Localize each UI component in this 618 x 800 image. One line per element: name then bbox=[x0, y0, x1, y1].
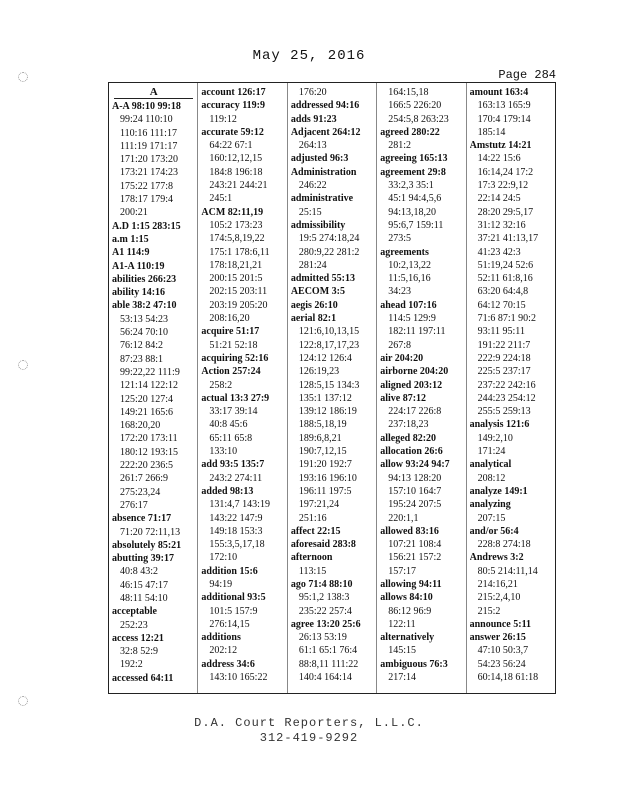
index-term: additions bbox=[201, 632, 241, 644]
index-reference: 184:8 196:18 bbox=[209, 166, 263, 178]
index-reference: 237:22 242:16 bbox=[477, 379, 536, 391]
index-term: afternoon bbox=[290, 552, 333, 564]
index-reference: 52:11 61:8,16 bbox=[477, 273, 533, 285]
index-term: acquire 51:17 bbox=[201, 326, 260, 338]
index-reference: 53:13 54:23 bbox=[120, 313, 169, 325]
index-term: agreements bbox=[380, 246, 429, 258]
index-reference: 197:21,24 bbox=[298, 499, 340, 511]
index-reference: 180:12 193:15 bbox=[120, 446, 179, 458]
index-reference: 64:22 67:1 bbox=[209, 140, 253, 152]
index-term: amount 163:4 bbox=[469, 87, 529, 98]
index-reference: 110:16 111:17 bbox=[120, 127, 177, 139]
index-reference: 172:10 bbox=[209, 552, 238, 564]
index-reference: 225:5 237:17 bbox=[477, 366, 531, 378]
index-term: airborne 204:20 bbox=[380, 366, 449, 378]
index-reference: 208:16,20 bbox=[209, 313, 250, 325]
index-term: analysis 121:6 bbox=[469, 419, 530, 431]
index-reference: 54:23 56:24 bbox=[477, 658, 526, 670]
index-term: adjusted 96:3 bbox=[290, 153, 349, 165]
index-reference: 40:8 43:2 bbox=[120, 566, 159, 578]
index-reference: 200:15 201:5 bbox=[209, 273, 263, 285]
index-term: admissibility bbox=[290, 219, 346, 231]
index-reference: 276:14,15 bbox=[209, 618, 250, 630]
index-reference: 157:10 164:7 bbox=[388, 485, 442, 497]
index-reference: 37:21 41:13,17 bbox=[477, 233, 539, 245]
index-term: actual 13:3 27:9 bbox=[201, 392, 270, 404]
index-term: ambiguous 76:3 bbox=[380, 658, 448, 670]
index-reference: 94:13,18,20 bbox=[388, 206, 436, 218]
court-reporter-phone: 312-419-9292 bbox=[259, 731, 359, 745]
index-reference: 114:5 129:9 bbox=[388, 313, 436, 325]
index-term: agreeing 165:13 bbox=[380, 153, 448, 165]
index-reference: 113:15 bbox=[298, 565, 327, 577]
index-reference: 51:21 52:18 bbox=[209, 339, 258, 351]
index-reference: 105:2 173:23 bbox=[209, 219, 263, 231]
index-reference: 170:4 179:14 bbox=[477, 113, 531, 125]
index-reference: 258:2 bbox=[209, 379, 233, 391]
index-reference: 176:20 bbox=[298, 87, 327, 98]
index-term: air 204:20 bbox=[380, 352, 424, 364]
index-reference: 173:21 174:23 bbox=[120, 167, 179, 179]
index-reference: 202:12 bbox=[209, 645, 238, 657]
index-term: address 34:6 bbox=[201, 658, 255, 670]
index-reference: 135:1 137:12 bbox=[298, 392, 352, 404]
index-reference: 222:9 224:18 bbox=[477, 352, 531, 364]
index-reference: 121:6,10,13,15 bbox=[298, 326, 360, 338]
page-number: Page 284 bbox=[498, 68, 556, 82]
index-reference: 280:9,22 281:2 bbox=[298, 246, 360, 258]
index-reference: 157:17 bbox=[388, 565, 416, 577]
index-reference: 164:15,18 bbox=[388, 87, 429, 98]
index-term: addressed 94:16 bbox=[290, 100, 360, 112]
index-term: accessed 64:11 bbox=[112, 672, 174, 684]
index-reference: 143:10 165:22 bbox=[209, 672, 268, 684]
index-reference: 208:12 bbox=[477, 472, 506, 484]
index-term: Action 257:24 bbox=[201, 366, 261, 378]
index-term: allows 84:10 bbox=[380, 592, 433, 604]
index-column bbox=[109, 83, 197, 693]
index-reference: 51:19,24 52:6 bbox=[477, 259, 534, 271]
index-reference: 245:1 bbox=[209, 193, 233, 205]
index-reference: 191:20 192:7 bbox=[298, 459, 352, 471]
index-reference: 95:1,2 138:3 bbox=[298, 592, 350, 604]
index-reference: 46:15 47:17 bbox=[120, 579, 169, 591]
index-term: and/or 56:4 bbox=[469, 525, 519, 537]
index-reference: 166:5 226:20 bbox=[388, 100, 442, 112]
index-reference: 207:15 bbox=[477, 512, 506, 524]
index-reference: 275:23,24 bbox=[120, 486, 161, 498]
index-reference: 281:2 bbox=[388, 140, 411, 152]
index-term: ahead 107:16 bbox=[380, 299, 437, 311]
index-term: Administration bbox=[290, 166, 357, 178]
index-reference: 202:15 203:11 bbox=[209, 286, 268, 298]
index-term: agreement 29:8 bbox=[380, 166, 446, 178]
index-term: Andrews 3:2 bbox=[469, 552, 524, 564]
index-reference: 133:10 bbox=[209, 446, 238, 458]
index-reference: 71:6 87:1 90:2 bbox=[477, 313, 536, 325]
index-term: analytical bbox=[469, 459, 512, 471]
index-reference: 220:1,1 bbox=[388, 512, 419, 524]
index-term: allowed 83:16 bbox=[380, 525, 439, 537]
index-reference: 60:14,18 61:18 bbox=[477, 672, 539, 684]
index-term: AECOM 3:5 bbox=[290, 286, 345, 298]
index-letter-heading: A bbox=[114, 86, 193, 99]
index-term: able 38:2 47:10 bbox=[112, 300, 177, 312]
index-reference: 171:20 173:20 bbox=[120, 154, 179, 166]
index-term: adds 91:23 bbox=[290, 113, 337, 125]
index-reference: 94:13 128:20 bbox=[388, 472, 442, 484]
index-reference: 178:18,21,21 bbox=[209, 259, 263, 271]
index-reference: 244:23 254:12 bbox=[477, 392, 536, 404]
index-column bbox=[287, 83, 376, 693]
index-reference: 149:18 153:3 bbox=[209, 525, 263, 537]
index-term: A1 114:9 bbox=[112, 247, 150, 259]
index-term: aerial 82:1 bbox=[290, 313, 337, 325]
index-reference: 222:20 236:5 bbox=[120, 460, 174, 472]
index-reference: 41:23 42:3 bbox=[477, 246, 521, 258]
index-reference: 119:12 bbox=[209, 113, 237, 125]
index-reference: 22:14 24:5 bbox=[477, 193, 521, 205]
index-reference: 40:8 45:6 bbox=[209, 419, 248, 431]
index-reference: 88:8,11 111:22 bbox=[298, 658, 359, 670]
index-reference: 16:14,24 17:2 bbox=[477, 166, 534, 178]
index-reference: 140:4 164:14 bbox=[298, 672, 352, 684]
index-term: announce 5:11 bbox=[469, 618, 532, 630]
index-term: absence 71:17 bbox=[112, 513, 172, 525]
index-reference: 155:3,5,17,18 bbox=[209, 539, 265, 551]
index-reference: 235:22 257:4 bbox=[298, 605, 352, 617]
index-reference: 156:21 157:2 bbox=[388, 552, 442, 564]
index-reference: 45:1 94:4,5,6 bbox=[388, 193, 442, 205]
index-reference: 171:24 bbox=[477, 446, 506, 458]
index-term: allow 93:24 94:7 bbox=[380, 459, 450, 471]
index-column bbox=[376, 83, 465, 693]
index-reference: 143:22 147:9 bbox=[209, 512, 263, 524]
index-term: aforesaid 283:8 bbox=[290, 539, 356, 551]
index-reference: 203:19 205:20 bbox=[209, 299, 268, 311]
index-term: A.D 1:15 283:15 bbox=[112, 220, 181, 232]
index-term: A-A 98:10 99:18 bbox=[112, 101, 181, 112]
index-reference: 47:10 50:3,7 bbox=[477, 645, 529, 657]
index-column bbox=[197, 83, 286, 693]
index-reference: 64:12 70:15 bbox=[477, 299, 526, 311]
index-term: analyzing bbox=[469, 499, 511, 511]
index-reference: 174:5,8,19,22 bbox=[209, 233, 265, 245]
index-reference: 128:5,15 134:3 bbox=[298, 379, 360, 391]
index-term: allowing 94:11 bbox=[380, 578, 442, 590]
index-reference: 10:2,13,22 bbox=[388, 259, 431, 271]
index-term: Adjacent 264:12 bbox=[290, 126, 361, 138]
index-reference: 189:6,8,21 bbox=[298, 432, 342, 444]
index-term: additional 93:5 bbox=[201, 592, 266, 604]
index-reference: 254:5,8 263:23 bbox=[388, 113, 449, 125]
index-reference: 267:8 bbox=[388, 339, 411, 351]
index-reference: 48:11 54:10 bbox=[120, 592, 168, 604]
index-reference: 175:22 177:8 bbox=[120, 180, 174, 192]
index-reference: 71:20 72:11,13 bbox=[120, 526, 181, 538]
index-reference: 32:8 52:9 bbox=[120, 646, 159, 658]
index-reference: 246:22 bbox=[298, 180, 327, 192]
index-reference: 149:21 165:6 bbox=[120, 406, 174, 418]
index-reference: 182:11 197:11 bbox=[388, 326, 446, 338]
index-reference: 172:20 173:11 bbox=[120, 433, 178, 445]
index-reference: 122:11 bbox=[388, 618, 416, 630]
index-reference: 251:16 bbox=[298, 512, 327, 524]
index-reference: 14:22 15:6 bbox=[477, 153, 521, 165]
index-reference: 99:22,22 111:9 bbox=[120, 366, 180, 378]
index-reference: 95:6,7 159:11 bbox=[388, 219, 444, 231]
index-term: acquiring 52:16 bbox=[201, 352, 269, 364]
index-term: account 126:17 bbox=[201, 87, 266, 98]
court-reporter-name: D.A. Court Reporters, L.L.C. bbox=[194, 716, 424, 730]
index-reference: 214:16,21 bbox=[477, 578, 518, 590]
index-term: alternatively bbox=[380, 632, 435, 644]
index-term: Amstutz 14:21 bbox=[469, 140, 532, 152]
index-reference: 195:24 207:5 bbox=[388, 499, 442, 511]
index-term: abilities 266:23 bbox=[112, 273, 177, 285]
index-reference: 101:5 157:9 bbox=[209, 605, 258, 617]
index-reference: 215:2,4,10 bbox=[477, 592, 521, 604]
index-reference: 264:13 bbox=[298, 140, 327, 152]
index-reference: 175:1 178:6,11 bbox=[209, 246, 270, 258]
index-term: ACM 82:11,19 bbox=[201, 206, 264, 218]
index-term: a.m 1:15 bbox=[112, 233, 149, 245]
index-term: agree 13:20 25:6 bbox=[290, 618, 361, 630]
index-reference: 255:5 259:13 bbox=[477, 406, 531, 418]
index-reference: 33:2,3 35:1 bbox=[388, 180, 434, 192]
index-reference: 86:12 96:9 bbox=[388, 605, 432, 617]
index-reference: 160:12,12,15 bbox=[209, 153, 263, 165]
index-reference: 237:18,23 bbox=[388, 419, 429, 431]
index-reference: 215:2 bbox=[477, 605, 501, 617]
index-term: aligned 203:12 bbox=[380, 379, 443, 391]
index-reference: 196:11 197:5 bbox=[298, 485, 352, 497]
index-reference: 168:20,20 bbox=[120, 420, 161, 432]
index-reference: 19:5 274:18,24 bbox=[298, 233, 360, 245]
transcript-date: May 25, 2016 bbox=[252, 48, 366, 64]
index-term: administrative bbox=[290, 193, 354, 205]
index-reference: 56:24 70:10 bbox=[120, 327, 169, 339]
index-reference: 131:4,7 143:19 bbox=[209, 499, 270, 511]
index-term: accuracy 119:9 bbox=[201, 100, 265, 112]
index-reference: 26:13 53:19 bbox=[298, 632, 347, 644]
index-term: allocation 26:6 bbox=[380, 446, 443, 458]
index-reference: 126:19,23 bbox=[298, 366, 340, 378]
index-reference: 11:5,16,16 bbox=[388, 273, 431, 285]
index-reference: 191:22 211:7 bbox=[477, 339, 531, 351]
index-reference: 281:24 bbox=[298, 259, 327, 271]
index-reference: 33:17 39:14 bbox=[209, 406, 258, 418]
index-term: access 12:21 bbox=[112, 632, 164, 644]
index-reference: 149:2,10 bbox=[477, 432, 513, 444]
index-reference: 124:12 126:4 bbox=[298, 352, 352, 364]
index-reference: 61:1 65:1 76:4 bbox=[298, 645, 358, 657]
index-column bbox=[466, 83, 555, 693]
index-term: added 98:13 bbox=[201, 485, 254, 497]
index-term: abutting 39:17 bbox=[112, 553, 174, 565]
index-reference: 145:15 bbox=[388, 645, 416, 657]
index-reference: 200:21 bbox=[120, 207, 148, 219]
index-term: answer 26:15 bbox=[469, 632, 526, 644]
index-reference: 125:20 127:4 bbox=[120, 393, 174, 405]
index-term: accurate 59:12 bbox=[201, 126, 264, 138]
index-reference: 228:8 274:18 bbox=[477, 539, 531, 551]
index-reference: 261:7 266:9 bbox=[120, 473, 169, 485]
index-reference: 87:23 88:1 bbox=[120, 353, 164, 365]
index-term: ago 71:4 88:10 bbox=[290, 578, 353, 590]
index-reference: 122:8,17,17,23 bbox=[298, 339, 360, 351]
index-reference: 217:14 bbox=[388, 672, 416, 684]
index-reference: 107:21 108:4 bbox=[388, 539, 442, 551]
word-index-table bbox=[108, 82, 556, 694]
index-reference: 243:2 274:11 bbox=[209, 472, 263, 484]
index-reference: 276:17 bbox=[120, 499, 148, 511]
index-reference: 93:11 95:11 bbox=[477, 326, 525, 338]
index-reference: 94:19 bbox=[209, 578, 233, 590]
index-term: acceptable bbox=[112, 606, 157, 618]
index-term: alive 87:12 bbox=[380, 392, 427, 404]
index-reference: 178:17 179:4 bbox=[120, 194, 174, 206]
index-reference: 273:5 bbox=[388, 233, 411, 245]
index-term: aegis 26:10 bbox=[290, 299, 338, 311]
index-reference: 163:13 165:9 bbox=[477, 100, 531, 112]
index-reference: 139:12 186:19 bbox=[298, 406, 357, 418]
index-reference: 188:5,18,19 bbox=[298, 419, 347, 431]
index-term: add 93:5 135:7 bbox=[201, 459, 265, 471]
index-reference: 111:19 171:17 bbox=[120, 140, 178, 152]
binder-hole bbox=[18, 360, 28, 370]
index-term: analyze 149:1 bbox=[469, 485, 528, 497]
binder-hole bbox=[18, 696, 28, 706]
index-reference: 17:3 22:9,12 bbox=[477, 180, 529, 192]
index-reference: 65:11 65:8 bbox=[209, 432, 253, 444]
index-reference: 34:23 bbox=[388, 286, 411, 298]
index-term: admitted 55:13 bbox=[290, 273, 355, 285]
index-reference: 224:17 226:8 bbox=[388, 406, 442, 418]
index-reference: 121:14 122:12 bbox=[120, 380, 179, 392]
index-term: alleged 82:20 bbox=[380, 432, 437, 444]
index-term: absolutely 85:21 bbox=[112, 539, 182, 551]
index-reference: 99:24 110:10 bbox=[120, 114, 173, 126]
index-reference: 80:5 214:11,14 bbox=[477, 565, 538, 577]
index-reference: 185:14 bbox=[477, 126, 506, 138]
index-reference: 31:12 32:16 bbox=[477, 219, 526, 231]
index-reference: 76:12 84:2 bbox=[120, 340, 164, 352]
index-reference: 192:2 bbox=[120, 659, 143, 671]
index-term: affect 22:15 bbox=[290, 525, 341, 537]
index-reference: 252:23 bbox=[120, 619, 148, 631]
index-term: A1-A 110:19 bbox=[112, 260, 165, 272]
binder-hole bbox=[18, 72, 28, 82]
index-reference: 63:20 64:4,8 bbox=[477, 286, 529, 298]
index-term: addition 15:6 bbox=[201, 565, 258, 577]
index-reference: 28:20 29:5,17 bbox=[477, 206, 534, 218]
index-term: ability 14:16 bbox=[112, 287, 166, 299]
index-reference: 243:21 244:21 bbox=[209, 180, 268, 192]
index-reference: 25:15 bbox=[298, 206, 322, 218]
index-term: agreed 280:22 bbox=[380, 126, 440, 138]
index-reference: 193:16 196:10 bbox=[298, 472, 357, 484]
index-reference: 190:7,12,15 bbox=[298, 446, 347, 458]
